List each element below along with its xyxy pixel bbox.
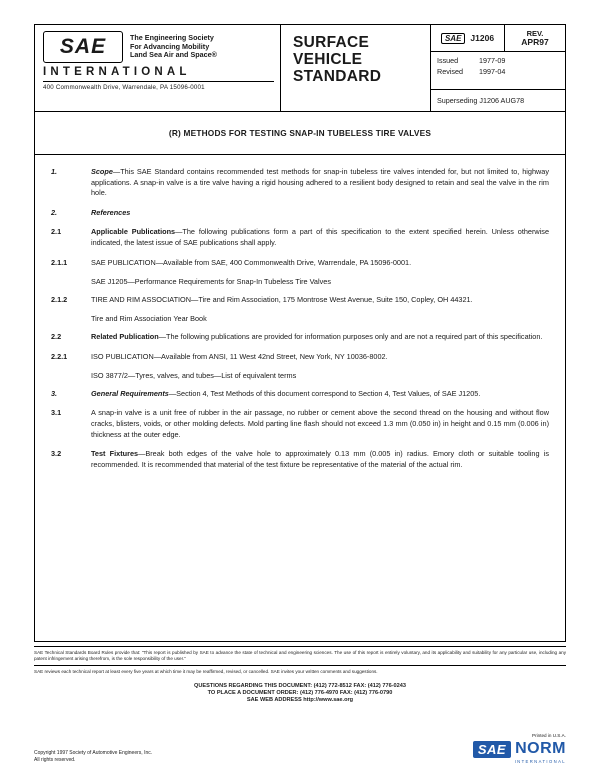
section-paragraph [51, 352, 549, 363]
reference-text: ISO 3877/2—Tyres, valves, and tubes—List of equivalent terms [91, 371, 297, 381]
section-paragraph [51, 408, 549, 440]
section-heading: General Requirements [91, 388, 169, 398]
section-paragraph [51, 295, 549, 306]
section-heading: Applicable Publications [91, 227, 176, 237]
section-paragraph [51, 258, 549, 269]
reference-text: SAE J1205—Performance Requirements for Snap-In Tubeless Tire Valves [91, 277, 331, 287]
printed-in: Printed in U.S.A. [532, 733, 566, 738]
sae-logo: SAE [43, 31, 123, 63]
section-body: —The following publications are provided for information purposes only and are not a required part of this specification. [158, 331, 543, 341]
section-text [91, 449, 549, 470]
reference-text: Tire and Rim Association Year Book [91, 314, 207, 324]
society-line-1: The Engineering Society [130, 33, 214, 43]
section-number: 2.2 [51, 331, 62, 341]
footer-contact-block [34, 683, 566, 705]
section-heading: Related Publication [91, 331, 159, 341]
reference-item [91, 277, 549, 288]
society-line-2: For Advancing Mobility [130, 41, 210, 51]
footer-questions: QUESTIONS REGARDING THIS DOCUMENT: (412) 772-8512 FAX: (412) 776-0243 [193, 682, 406, 689]
brand-subtext: INTERNATIONAL [514, 759, 566, 764]
revised-label: Revised [437, 67, 463, 76]
copyright-line-1: Copyright 1997 Society of Automotive Engineers, Inc. [34, 750, 153, 756]
section-body: —Available from SAE, 400 Commonwealth Drive, Warrendale, PA 15096-0001. [155, 257, 412, 267]
footer-web[interactable]: SAE WEB ADDRESS http://www.sae.org [246, 697, 354, 704]
section-heading: Scope [91, 167, 113, 176]
section-paragraph [51, 389, 549, 400]
sae-brand-logo: SAE [473, 741, 511, 758]
section-heading: SAE PUBLICATION [91, 257, 156, 267]
section-number: 2.1.2 [51, 294, 68, 304]
brand-wordmark: NORM [515, 740, 566, 757]
superseding-note: Superseding J1206 AUG78 [437, 96, 525, 105]
reference-item [91, 371, 549, 382]
document-header [34, 24, 566, 112]
section-body: —Section 4, Test Methods of this document correspond to Section 4, Test Values, of SAE J1205. [168, 388, 481, 398]
section-heading: TIRE AND RIM ASSOCIATION [91, 294, 192, 304]
section-text [91, 167, 549, 199]
footer-disclaimer-1: SAE Technical Standards Board Rules provide that: "This report is published by SAE to advance the state of technical and engineering sciences. The use of this report is entirely voluntary, and its applicability and suitability for any particular use, including any patent infringement arising therefrom, is the sole responsibility of the user." [34, 650, 566, 662]
section-heading: References [91, 207, 131, 217]
header-doc-meta [431, 25, 565, 111]
section-number: 2.1 [51, 227, 62, 237]
doc-type-line-3: STANDARD [293, 68, 382, 85]
section-paragraph [51, 208, 549, 219]
section-body: —The following publications form a part of this specification to the extent specified herein. Unless otherwise indicated, the latest issue of SAE publications shall apply. [91, 227, 550, 247]
section-heading: Test Fixtures [91, 449, 139, 459]
section-body: —Break both edges of the valve hole to approximately 0.13 mm (0.005 in) radius. Emory cloth or suitable tooling is recommended. It is recommended that material of the test fixture be representative of the material of the actual rim. [91, 449, 550, 469]
section-text [91, 227, 549, 248]
header-organization [35, 25, 281, 111]
header-doc-type [281, 25, 431, 111]
section-number: 1. [51, 167, 58, 176]
brand-block [473, 733, 566, 764]
issued-label: Issued [437, 56, 459, 65]
doc-type-line-1: SURFACE [293, 34, 370, 51]
section-number: 3. [51, 388, 58, 398]
footer-order: TO PLACE A DOCUMENT ORDER: (412) 776-4970 FAX: (412) 776-0790 [207, 690, 393, 697]
section-text [91, 352, 549, 363]
section-number: 2.1.1 [51, 257, 68, 267]
section-number: 3.1 [51, 408, 62, 418]
document-sheet [34, 24, 566, 724]
section-paragraph [51, 167, 549, 199]
organization-address: 400 Commonwealth Drive, Warrendale, PA 15096-0001 [43, 81, 274, 91]
section-text: A snap-in valve is a unit free of rubber in the air passage, no rubber or cement above the second thread on the housing and without flow cracks, blisters, voids, or other molding defects. Mold parting line flash should not exceed 1.3 mm (0.050 in) in height and 0.15 mm (0.006 in) thickness at the outer edge. [91, 408, 549, 439]
document-footer [34, 646, 566, 705]
section-number: 2.2.1 [51, 351, 68, 361]
date-cell [431, 52, 565, 90]
document-body [34, 155, 566, 642]
footer-disclaimer-2: SAE reviews each technical report at least every five years at which time it may be reaffirmed, revised, or cancelled. SAE invites your written comments and suggestions. [34, 669, 378, 675]
page-bottom [34, 733, 566, 764]
society-line-3: Land Sea Air and Space® [130, 50, 217, 60]
revision-label: REV. [526, 29, 544, 38]
footer-divider-2 [34, 665, 566, 666]
section-text [91, 258, 549, 269]
sae-mini-logo: SAE [441, 33, 465, 44]
section-body: —This SAE Standard contains recommended test methods for snap-in tubeless tire valves intended for, but not limited to, highway applications. A snap-in valve is a tire valve having a rigid housing adhered to a resilient body designed to retain and seal the valve in the rim hole. [91, 167, 549, 198]
doc-number: J1206 [470, 33, 495, 43]
section-heading: ISO PUBLICATION [91, 351, 154, 361]
section-text [91, 295, 549, 306]
section-text [91, 332, 549, 343]
section-body: —Available from ANSI, 11 West 42nd Street, New York, NY 10036-8002. [153, 351, 388, 361]
section-paragraph [51, 227, 549, 248]
section-text [91, 389, 549, 400]
revised-value: 1997-04 [479, 67, 506, 76]
reference-item [91, 314, 549, 325]
doc-number-cell [431, 25, 505, 51]
section-body: —Tire and Rim Association, 175 Montrose West Avenue, Suite 150, Copley, OH 44321. [191, 294, 473, 304]
section-paragraph [51, 449, 549, 470]
document-title-band [34, 112, 566, 155]
page-title: (R) METHODS FOR TESTING SNAP-IN TUBELESS TIRE VALVES [168, 128, 432, 138]
copyright-line-2: All rights reserved. [34, 757, 76, 763]
section-text [91, 208, 549, 219]
society-tagline [130, 34, 217, 60]
issued-value: 1977-09 [479, 56, 506, 65]
section-number: 2. [51, 207, 58, 217]
doc-type-line-2: VEHICLE [293, 51, 363, 68]
revision-cell [505, 25, 565, 51]
revision-value: APR97 [521, 37, 549, 47]
international-wordmark: INTERNATIONAL [43, 66, 191, 78]
footer-divider [34, 646, 566, 647]
registered-icon: ® [211, 50, 217, 60]
section-paragraph [51, 332, 549, 343]
section-number: 3.2 [51, 449, 62, 459]
copyright-block [34, 750, 152, 764]
